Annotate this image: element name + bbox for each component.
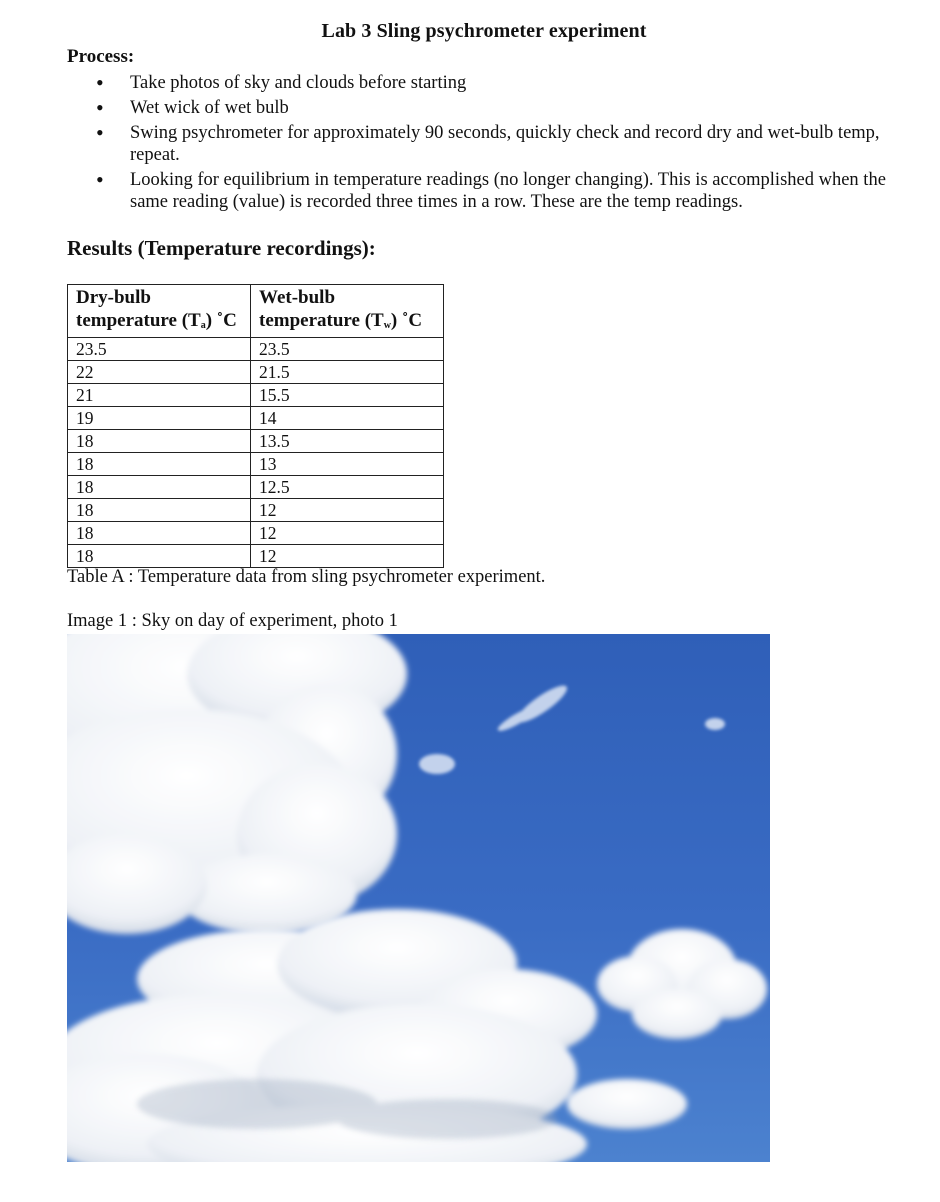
dry-bulb-cell: 22 [68, 361, 251, 384]
dry-bulb-cell: 18 [68, 499, 251, 522]
sky-photo [67, 634, 770, 1162]
dry-bulb-unit: ) ˚C [205, 310, 237, 331]
table-row [68, 453, 444, 476]
table-header-row [68, 285, 444, 338]
wet-bulb-cell: 23.5 [251, 338, 444, 361]
wet-bulb-header [251, 285, 444, 338]
wet-bulb-cell: 15.5 [251, 384, 444, 407]
wet-bulb-cell: 14 [251, 407, 444, 430]
dry-bulb-header-line2: temperature (T [76, 310, 201, 331]
wet-bulb-unit: ) ˚C [390, 310, 423, 331]
dry-bulb-cell: 18 [68, 453, 251, 476]
process-label: Process: [67, 46, 135, 67]
table-row [68, 338, 444, 361]
wet-bulb-cell: 13 [251, 453, 444, 476]
process-list [96, 72, 896, 216]
dry-bulb-cell: 18 [68, 545, 251, 568]
dry-bulb-cell: 19 [68, 407, 251, 430]
dry-bulb-subscript: a [200, 320, 206, 331]
table-row [68, 361, 444, 384]
temperature-table [67, 284, 444, 568]
wet-bulb-cell: 12.5 [251, 476, 444, 499]
dry-bulb-cell: 18 [68, 522, 251, 545]
document-title: Lab 3 Sling psychrometer experiment [321, 20, 647, 42]
dry-bulb-header-line1: Dry-bulb [76, 287, 151, 308]
dry-bulb-cell: 21 [68, 384, 251, 407]
table-row [68, 545, 444, 568]
table-row [68, 407, 444, 430]
wet-bulb-cell: 13.5 [251, 430, 444, 453]
wet-bulb-cell: 12 [251, 522, 444, 545]
wet-bulb-cell: 12 [251, 499, 444, 522]
dry-bulb-cell: 18 [68, 430, 251, 453]
table-row [68, 476, 444, 499]
dry-bulb-header [68, 285, 251, 338]
image-caption: Image 1 : Sky on day of experiment, photo 1 [67, 611, 398, 631]
table-caption: Table A : Temperature data from sling psychrometer experiment. [67, 567, 546, 587]
wet-bulb-header-line2: temperature (T [259, 310, 384, 331]
table-row [68, 499, 444, 522]
table-row [68, 430, 444, 453]
process-step-2: • Wet wick of wet bulb [96, 97, 896, 119]
dry-bulb-cell: 23.5 [68, 338, 251, 361]
process-step-1: • Take photos of sky and clouds before starting [96, 72, 896, 94]
wet-bulb-cell: 21.5 [251, 361, 444, 384]
table-row [68, 522, 444, 545]
wet-bulb-cell: 12 [251, 545, 444, 568]
results-heading: Results (Temperature recordings): [67, 236, 376, 260]
wet-bulb-header-line1: Wet-bulb [259, 287, 336, 308]
table-row [68, 384, 444, 407]
dry-bulb-cell: 18 [68, 476, 251, 499]
process-step-4: • Looking for equilibrium in temperature readings (no longer changing). This is accomplished when the same reading (value) is recorded three times in a row. These are the temp readings. [96, 169, 896, 213]
process-step-3: • Swing psychrometer for approximately 90 seconds, quickly check and record dry and wet-bulb temp, repeat. [96, 122, 896, 166]
wet-bulb-subscript: w [383, 320, 391, 331]
